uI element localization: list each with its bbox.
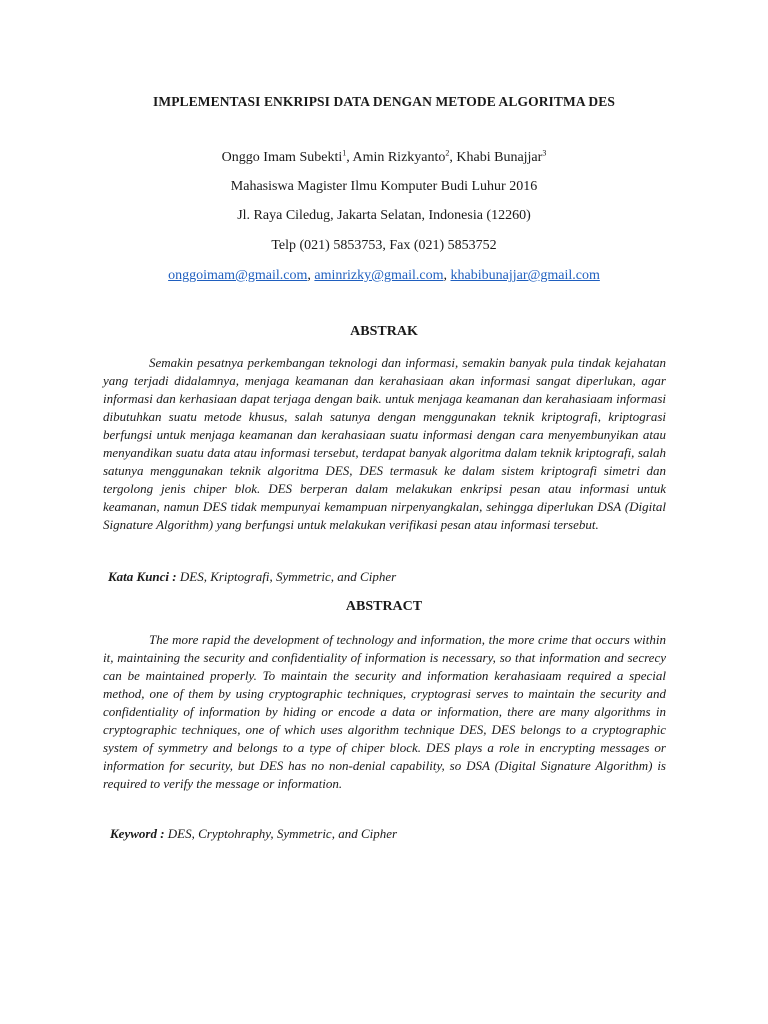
email-list — [0, 268, 768, 284]
author-affiliation-mark: 2 — [445, 148, 450, 158]
abstract-heading: ABSTRACT — [345, 599, 423, 614]
author-separator: , — [449, 150, 457, 165]
kata-kunci — [108, 569, 396, 585]
email-link[interactable]: onggoimam@gmail.com — [168, 268, 308, 283]
keyword-values: DES, Cryptohraphy, Symmetric, and Cipher — [164, 826, 398, 841]
abstract-body: The more rapid the development of technology and information, the more crime that occurs within it, maintaining the security and confidentiality of information is necessary, so that information and secrecy can be maintained properly. To maintain the security and information kerahasiaam required a special method, one of them by using cryptographic techniques, cryptograsi serves to maintain the security and confidentiality of information by hiding or encode a data or information, there are many algorithms in cryptographic techniques, one of which uses algorithm technique DES, DES belongs to a cryptographic system of symmetry and belongs to a type of chiper block. DES plays a role in encrypting messages or information for security, but DES has no non-denial capability, so DSA (Digital Signature Algorithm) is required to verify the message or information. — [103, 632, 666, 791]
author-separator: , — [346, 150, 353, 165]
email-separator: , — [307, 268, 315, 283]
keywords — [110, 826, 397, 842]
kata-kunci-values: DES, Kriptografi, Symmetric, and Cipher — [176, 569, 397, 584]
paper-title: IMPLEMENTASI ENKRIPSI DATA DENGAN METODE ALGORITMA DES — [153, 94, 615, 109]
author-name: Amin Rizkyanto — [352, 150, 446, 165]
abstrak-body: Semakin pesatnya perkembangan teknologi dan informasi, semakin banyak pula tindak kejahatan yang terjadi didalamnya, menjaga keamanan dan kerahasiaan akan informasi sangat diperlukan, agar informasi dan kerhasiaan dapat terjaga dengan baik. untuk menjaga keamanan dan kerahasiaam informasi dibutuhkan suatu metode khusus, salah satunya dengan menggunakan teknik kriptografi, kriptograsi berfungsi untuk menjaga keamanan dan kerahasiaan suatu informasi dengan cara menyembunyikan atau menyandikan suatu data atau informasi tersebut, terdapat banyak algoritma dalam teknik kriptografi, salah satunya menggunakan teknik algoritma DES, DES termasuk ke dalam sistem kriptografi simetri dan tergolong jenis chiper blok. DES berperan dalam melakukan enkripsi pesan atau informasi untuk keamanan, namun DES tidak mempunyai kemampuan nirpenyangkalan, sehingga diperlukan DSA (Digital Signature Algorithm) yang berfungsi untuk melakukan verifikasi pesan atau informasi tersebut. — [103, 355, 666, 532]
affiliation: Mahasiswa Magister Ilmu Komputer Budi Luhur 2016 — [230, 179, 538, 194]
author-name: Onggo Imam Subekti — [221, 150, 343, 165]
abstrak-heading: ABSTRAK — [350, 324, 418, 339]
email-separator: , — [443, 268, 451, 283]
email-link[interactable]: aminrizky@gmail.com — [314, 268, 444, 283]
author-affiliation-mark: 1 — [342, 148, 347, 158]
kata-kunci-label: Kata Kunci : — [108, 569, 177, 584]
author-affiliation-mark: 3 — [542, 148, 547, 158]
keyword-label: Keyword : — [110, 826, 165, 841]
author-name: Khabi Bunajjar — [456, 150, 543, 165]
address: Jl. Raya Ciledug, Jakarta Selatan, Indonesia (12260) — [237, 208, 531, 223]
author-list — [0, 150, 768, 166]
email-link[interactable]: khabibunajjar@gmail.com — [450, 268, 600, 283]
phone-fax: Telp (021) 5853753, Fax (021) 5853752 — [271, 238, 497, 253]
